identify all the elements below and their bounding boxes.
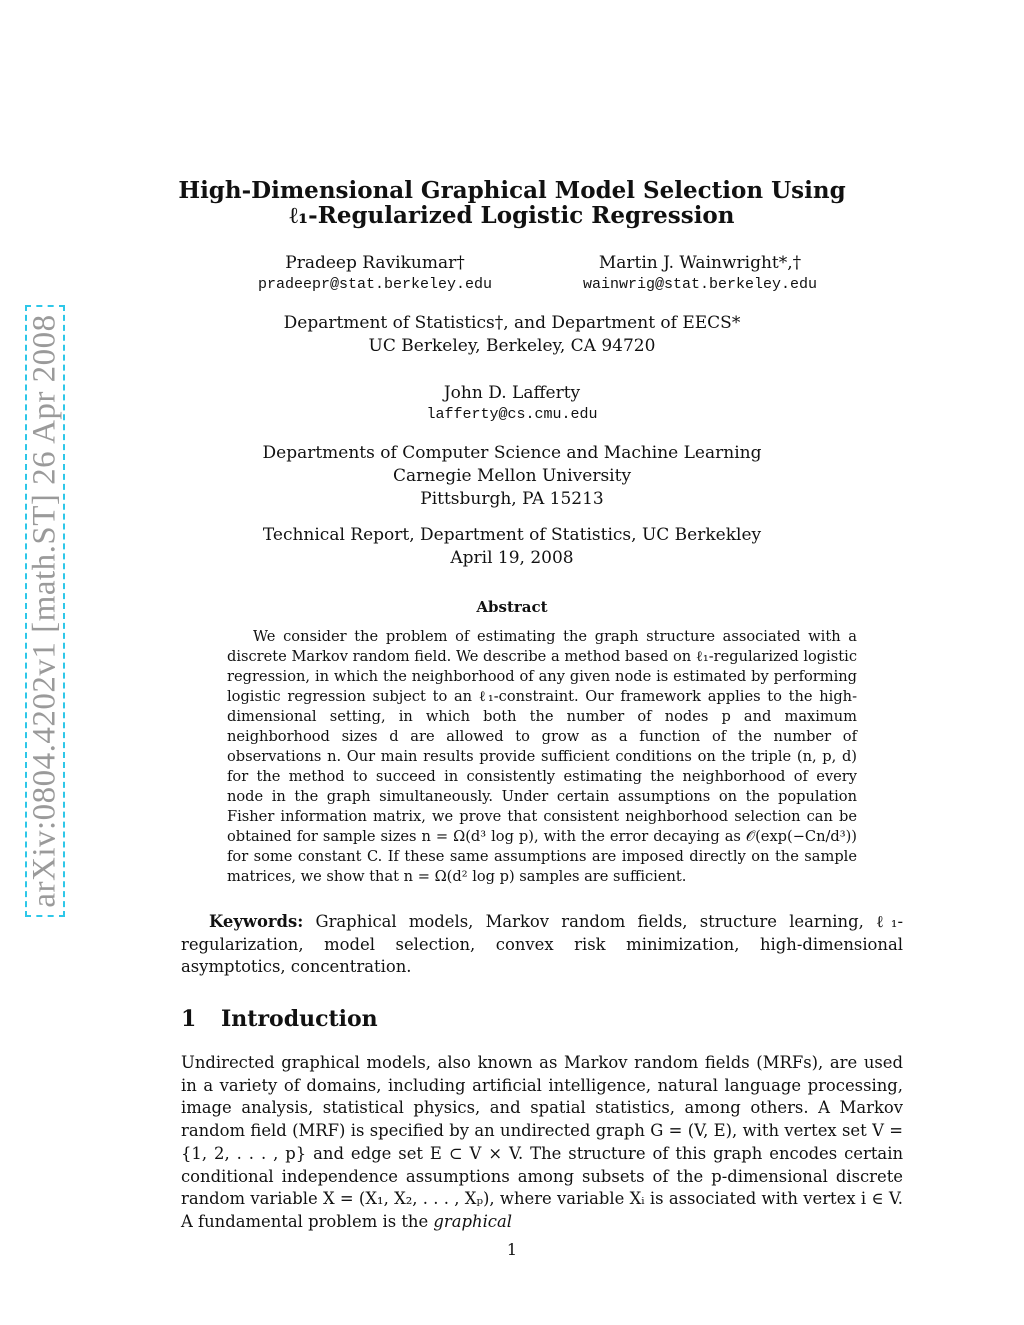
affiliation-2-line-2: Carnegie Mellon University [392, 466, 632, 486]
arxiv-stamp-text: arXiv:0804.4202v1 [math.ST] 26 Apr 2008 [26, 314, 63, 908]
abstract-heading: Abstract [476, 598, 548, 616]
keywords-paragraph [181, 911, 903, 979]
author-2-name: Martin J. Wainwright*,† [598, 253, 802, 273]
report-info [0, 524, 1024, 570]
affiliation-berkeley [0, 312, 1024, 358]
author-1 [240, 253, 510, 293]
affiliation-1-line-1: Department of Statistics†, and Department of EECS* [283, 313, 741, 333]
title-line-2: ℓ₁-Regularized Logistic Regression [289, 202, 735, 229]
author-2-email[interactable]: wainwrig@stat.berkeley.edu [582, 276, 818, 293]
author-3-name: John D. Lafferty [443, 383, 581, 403]
paper-title [0, 178, 1024, 228]
affiliation-cmu [0, 442, 1024, 511]
keywords-label: Keywords: [209, 912, 304, 931]
author-1-email[interactable]: pradeepr@stat.berkeley.edu [257, 276, 493, 293]
author-3 [0, 383, 1024, 423]
report-date: April 19, 2008 [450, 548, 574, 568]
section-number: 1 [181, 1006, 197, 1032]
section-title: Introduction [221, 1006, 378, 1032]
intro-text: Undirected graphical models, also known as Markov random fields (MRFs), are used in a variety of domains, including artificial intelligence, natural language processing, image analysis, statistical physics, and spatial statistics, among others. A Markov random field (MRF) is specified by an undirected graph G = (V, E), with vertex set V = {1, 2, . . . , p} and edge set E ⊂ V × V. The structure of this graph encodes certain conditional independence assumptions among subsets of the p-dimensional discrete random variable X = (X₁, X₂, . . . , Xₚ), where variable Xᵢ is associated with vertex i ∈ V. A fundamental problem is the [181, 1053, 903, 1231]
affiliation-2-line-1: Departments of Computer Science and Machine Learning [262, 443, 762, 463]
section-heading [181, 1006, 378, 1032]
abstract-body: We consider the problem of estimating the graph structure associated with a discrete Markov random field. We describe a method based on ℓ₁-regularized logistic regression, in which the neighborhood of any given node is estimated by performing logistic regression subject to an ℓ₁-constraint. Our framework applies to the high-dimensional setting, in which both the number of nodes p and maximum neighborhood sizes d are allowed to grow as a function of the number of observations n. Our main results provide sufficient conditions on the triple (n, p, d) for the method to succeed in consistently estimating the neighborhood of every node in the graph simultaneously. Under certain assumptions on the population Fisher information matrix, we prove that consistent neighborhood selection can be obtained for sample sizes n = Ω(d³ log p), with the error decaying as 𝒪(exp(−Cn/d³)) for some constant C. If these same assumptions are imposed directly on the sample matrices, we show that n = Ω(d² log p) samples are sufficient. [227, 628, 857, 885]
author-1-name: Pradeep Ravikumar† [285, 253, 465, 273]
page-number: 1 [506, 1240, 518, 1259]
intro-ending-italic: graphical [433, 1211, 513, 1231]
report-line: Technical Report, Department of Statistics, UC Berkekley [262, 525, 762, 545]
intro-paragraph [181, 1052, 903, 1234]
affiliation-2-line-3: Pittsburgh, PA 15213 [420, 489, 604, 509]
keywords-text: Graphical models, Markov random fields, structure learning, ℓ₁-regularization, model selection, convex risk minimization, high-dimensional asymptotics, concentration. [181, 912, 903, 976]
author-2 [565, 253, 835, 293]
title-line-1: High-Dimensional Graphical Model Selection Using [178, 177, 846, 204]
author-3-email[interactable]: lafferty@cs.cmu.edu [426, 406, 598, 423]
affiliation-1-line-2: UC Berkeley, Berkeley, CA 94720 [368, 336, 656, 356]
